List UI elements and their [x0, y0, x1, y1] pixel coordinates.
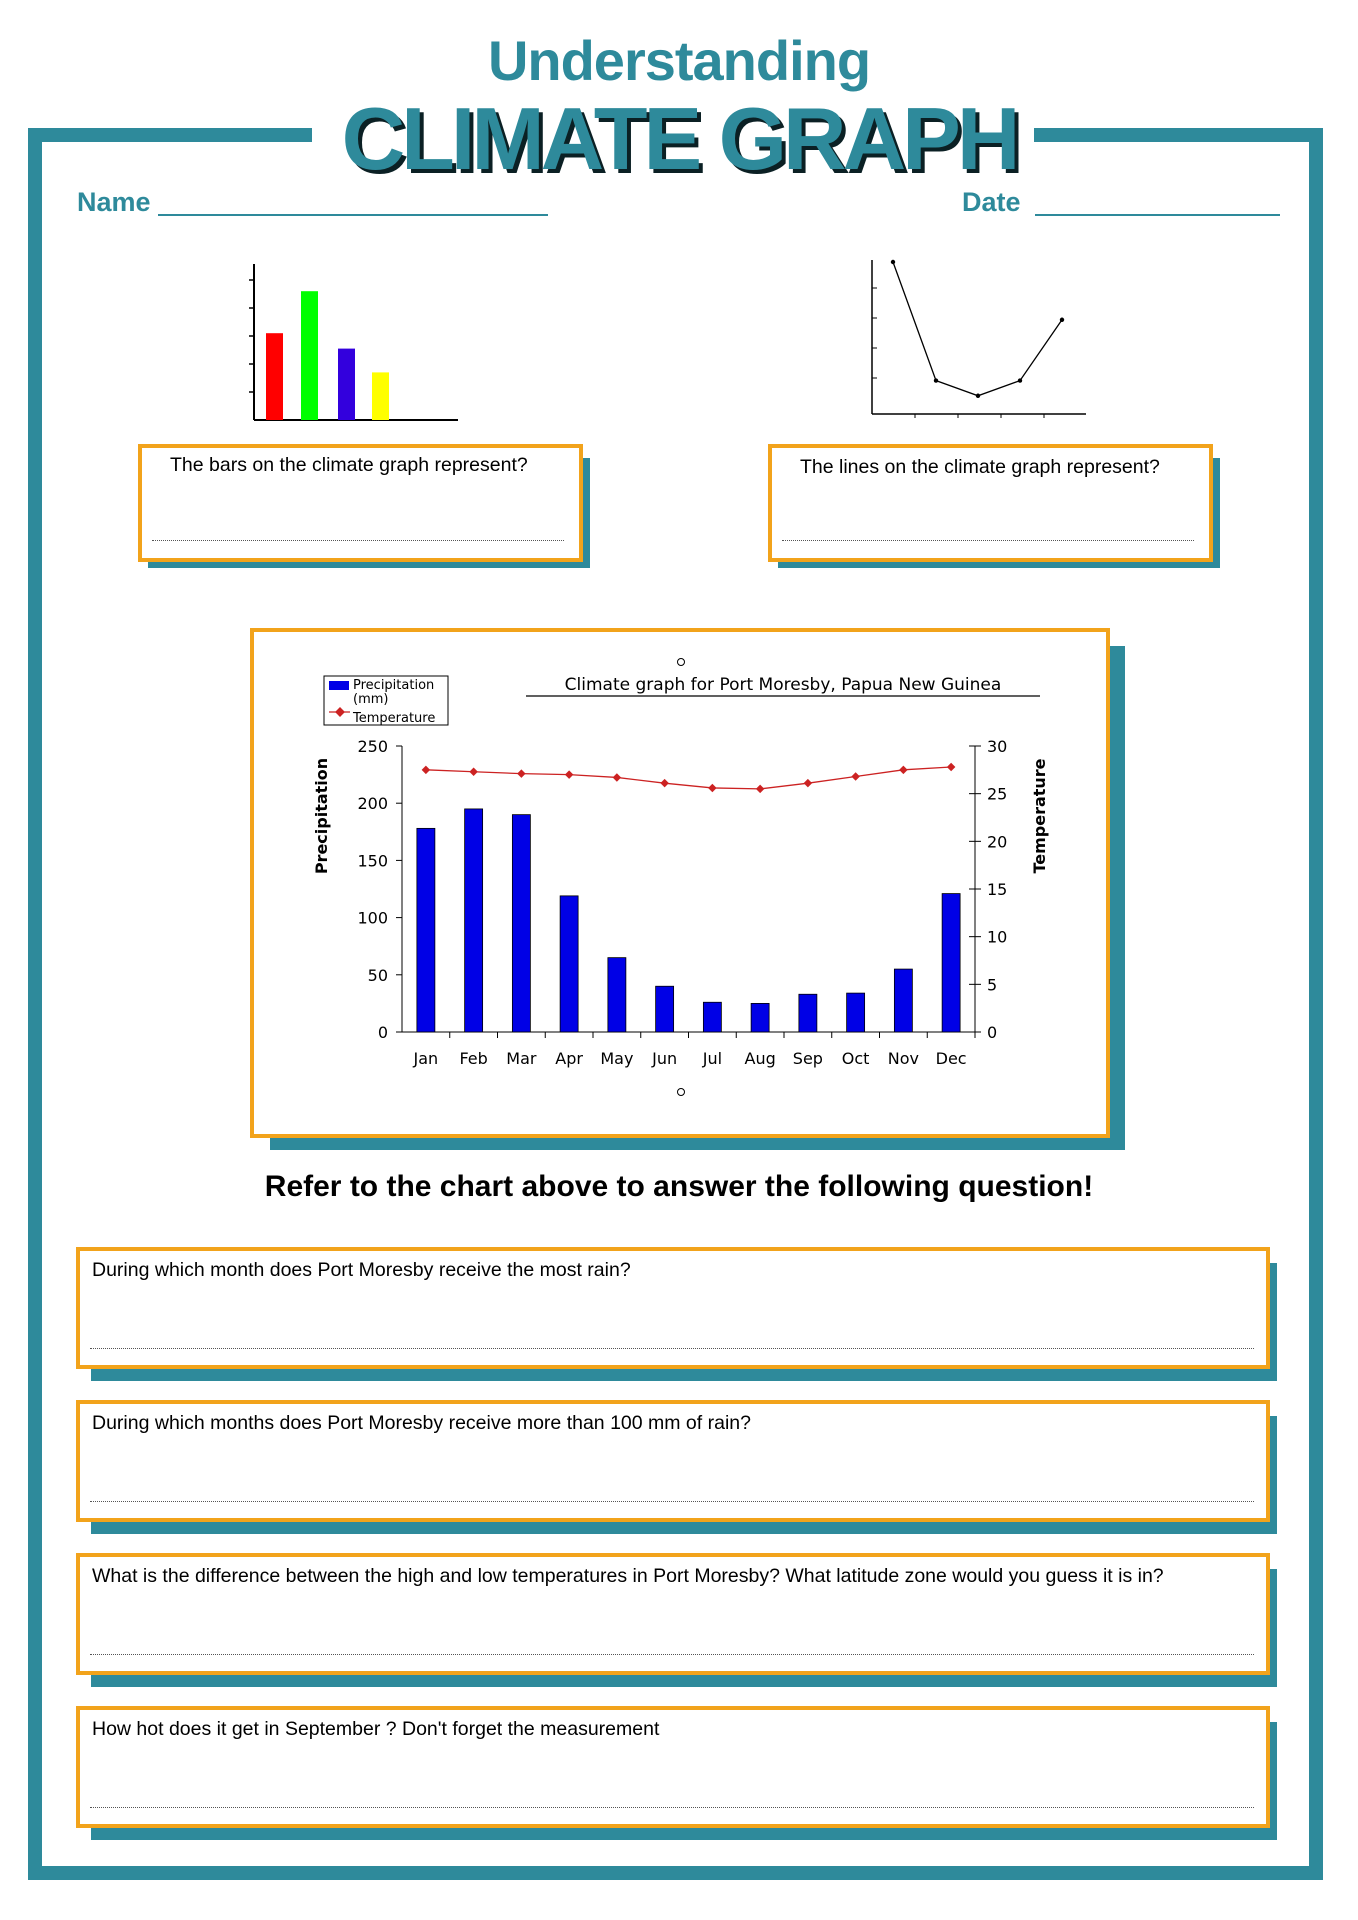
illustration-bar	[266, 333, 283, 420]
right-tick-label: 30	[987, 737, 1008, 756]
precip-bar	[799, 994, 817, 1032]
left-axis-title: Precipitation	[312, 757, 331, 875]
left-tick-label: 100	[357, 908, 388, 928]
temperature-point	[469, 767, 477, 775]
answer-line-2[interactable]	[90, 1501, 1254, 1502]
name-label: Name	[77, 187, 151, 217]
month-label: Mar	[506, 1049, 537, 1068]
date-field[interactable]	[1035, 214, 1280, 216]
right-tick-label: 20	[987, 832, 1008, 852]
right-tick-label: 5	[987, 975, 998, 995]
illustration-point	[1060, 318, 1064, 322]
illustration-point	[891, 260, 895, 264]
left-tick-label: 50	[367, 965, 388, 985]
question-1: During which month does Port Moresby receive the most rain?	[92, 1259, 631, 1281]
bars-question: The bars on the climate graph represent?	[170, 454, 528, 476]
precip-bar	[703, 1002, 721, 1032]
month-label: Feb	[459, 1049, 488, 1068]
right-tick-label: 0	[987, 1023, 998, 1042]
legend-precip-label: Precipitation	[353, 678, 435, 693]
month-label: Jan	[413, 1049, 439, 1068]
month-label: Dec	[935, 1049, 967, 1068]
name-field[interactable]	[158, 214, 548, 216]
bar-graph-illustration	[240, 262, 465, 422]
right-tick-label: 25	[987, 784, 1008, 804]
illustration-point	[934, 378, 938, 382]
temperature-point	[804, 779, 812, 787]
month-label: Jul	[702, 1049, 723, 1068]
lines-answer-line[interactable]	[782, 540, 1194, 541]
lines-question: The lines on the climate graph represent?	[800, 456, 1160, 478]
answer-line-3[interactable]	[90, 1654, 1254, 1655]
illustration-point	[1018, 378, 1022, 382]
bars-answer-line[interactable]	[152, 540, 564, 541]
month-label: Aug	[744, 1049, 776, 1068]
precip-bar	[417, 828, 435, 1032]
temperature-line	[426, 767, 951, 789]
precip-bar	[656, 986, 674, 1032]
illustration-point	[976, 394, 980, 398]
precip-bar	[942, 894, 960, 1032]
climate-chart	[250, 628, 1110, 1138]
left-tick-label: 150	[357, 851, 388, 871]
question-2: During which months does Port Moresby receive more than 100 mm of rain?	[92, 1412, 751, 1434]
question-3: What is the difference between the high and low temperatures in Port Moresby? What latitude zone would you guess it is in?	[92, 1565, 1164, 1587]
temperature-point	[660, 779, 668, 787]
month-label: Jun	[652, 1049, 678, 1068]
line-graph-illustration	[868, 258, 1093, 418]
temperature-point	[613, 773, 621, 781]
title-climate-graph: CLIMATE GRAPH	[341, 89, 1017, 188]
temperature-point	[708, 784, 716, 792]
chart-title: Climate graph for Port Moresby, Papua New Guinea	[564, 675, 1002, 695]
title-understanding: Understanding	[487, 29, 871, 92]
month-label: Sep	[792, 1049, 823, 1068]
right-tick-label: 15	[987, 880, 1008, 899]
illustration-line	[893, 262, 1062, 396]
answer-line-4[interactable]	[90, 1807, 1254, 1808]
left-tick-label: 200	[357, 794, 388, 814]
precip-bar	[894, 969, 912, 1032]
precip-bar	[560, 896, 578, 1032]
illustration-bar	[301, 291, 318, 420]
date-label: Date	[962, 187, 1021, 217]
temperature-point	[756, 785, 764, 793]
month-label: Apr	[555, 1049, 583, 1068]
right-tick-label: 10	[987, 927, 1008, 947]
temperature-point	[899, 766, 907, 774]
month-label: Nov	[887, 1049, 919, 1068]
precip-bar	[847, 993, 865, 1032]
legend-precip-swatch	[329, 681, 349, 690]
temperature-point	[517, 769, 525, 777]
precip-bar	[512, 815, 530, 1032]
left-tick-label: 0	[377, 1023, 388, 1042]
legend-precip-unit: (mm)	[353, 692, 389, 707]
question-4: How hot does it get in September ? Don't forget the measurement	[92, 1718, 660, 1740]
temperature-point	[851, 772, 859, 780]
temperature-point	[947, 763, 955, 771]
precip-bar	[751, 1003, 769, 1032]
month-label: May	[600, 1049, 634, 1068]
precip-bar	[608, 958, 626, 1032]
left-tick-label: 250	[357, 737, 388, 756]
temperature-point	[422, 766, 430, 774]
month-label: Oct	[841, 1049, 870, 1068]
illustration-bar	[338, 349, 355, 420]
illustration-bar	[372, 372, 389, 420]
precip-bar	[465, 809, 483, 1032]
answer-line-1[interactable]	[90, 1348, 1254, 1349]
temperature-point	[565, 770, 573, 778]
right-axis-title: Temperature	[1030, 758, 1049, 874]
instruction-heading: Refer to the chart above to answer the following question!	[264, 1170, 1094, 1203]
legend-temp-label: Temperature	[353, 711, 436, 726]
